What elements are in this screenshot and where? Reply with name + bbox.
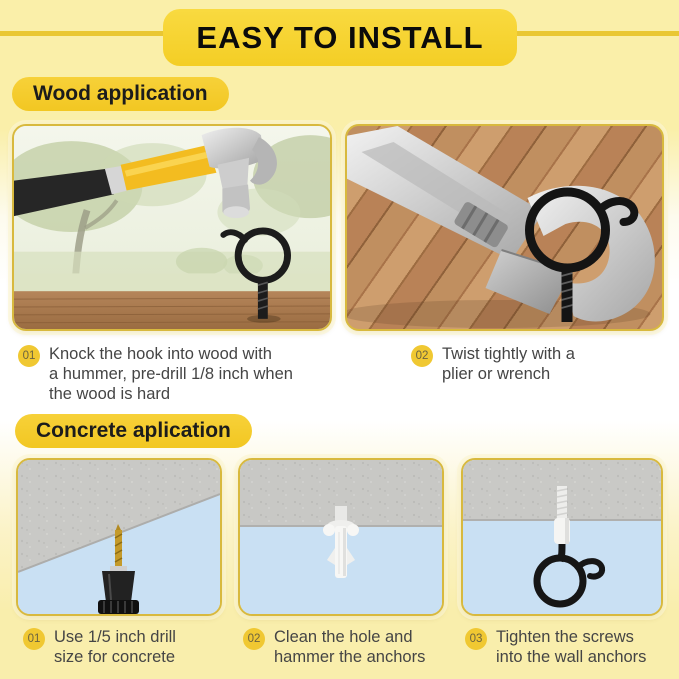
concrete-step-2 <box>243 627 425 667</box>
step-line: hammer the anchors <box>274 648 426 666</box>
concrete-step-1 <box>23 627 176 667</box>
step-line: plier or wrench <box>442 365 551 383</box>
step-line: a hummer, pre-drill 1/8 inch when <box>49 365 293 383</box>
wrench-hook-illustration <box>347 126 662 329</box>
step-text <box>54 627 176 667</box>
step-number-badge: 03 <box>465 628 487 650</box>
wood-photo-hammer <box>12 124 332 331</box>
step-text <box>496 627 646 667</box>
step-number-badge: 01 <box>23 628 45 650</box>
step-number-badge: 02 <box>411 345 433 367</box>
step-line: Knock the hook into wood with <box>49 345 272 363</box>
step-line: into the wall anchors <box>496 648 647 666</box>
hook-in-anchor-illustration <box>463 460 661 614</box>
step-line: the wood is hard <box>49 385 171 403</box>
step-line: Twist tightly with a <box>442 345 575 363</box>
step-number-badge: 02 <box>243 628 265 650</box>
page-title: EASY TO INSTALL <box>163 9 517 66</box>
concrete-photo-hook <box>461 458 663 616</box>
wood-step-2 <box>411 344 575 384</box>
concrete-photo-anchor <box>238 458 444 616</box>
concrete-photo-drill <box>16 458 222 616</box>
hammer-hook-illustration <box>14 126 330 329</box>
step-line: Use 1/5 inch drill <box>54 628 176 646</box>
drill-illustration <box>18 460 220 614</box>
wall-anchor-illustration <box>240 460 442 614</box>
concrete-step-3 <box>465 627 646 667</box>
step-line: Clean the hole and <box>274 628 413 646</box>
concrete-section-label: Concrete aplication <box>15 414 252 448</box>
wood-step-1 <box>18 344 293 404</box>
step-line: Tighten the screws <box>496 628 634 646</box>
step-number-badge: 01 <box>18 345 40 367</box>
step-text <box>274 627 425 667</box>
wood-section-label: Wood application <box>12 77 229 111</box>
step-text <box>49 344 293 404</box>
step-text <box>442 344 575 384</box>
wood-photo-wrench <box>345 124 664 331</box>
step-line: size for concrete <box>54 648 176 666</box>
